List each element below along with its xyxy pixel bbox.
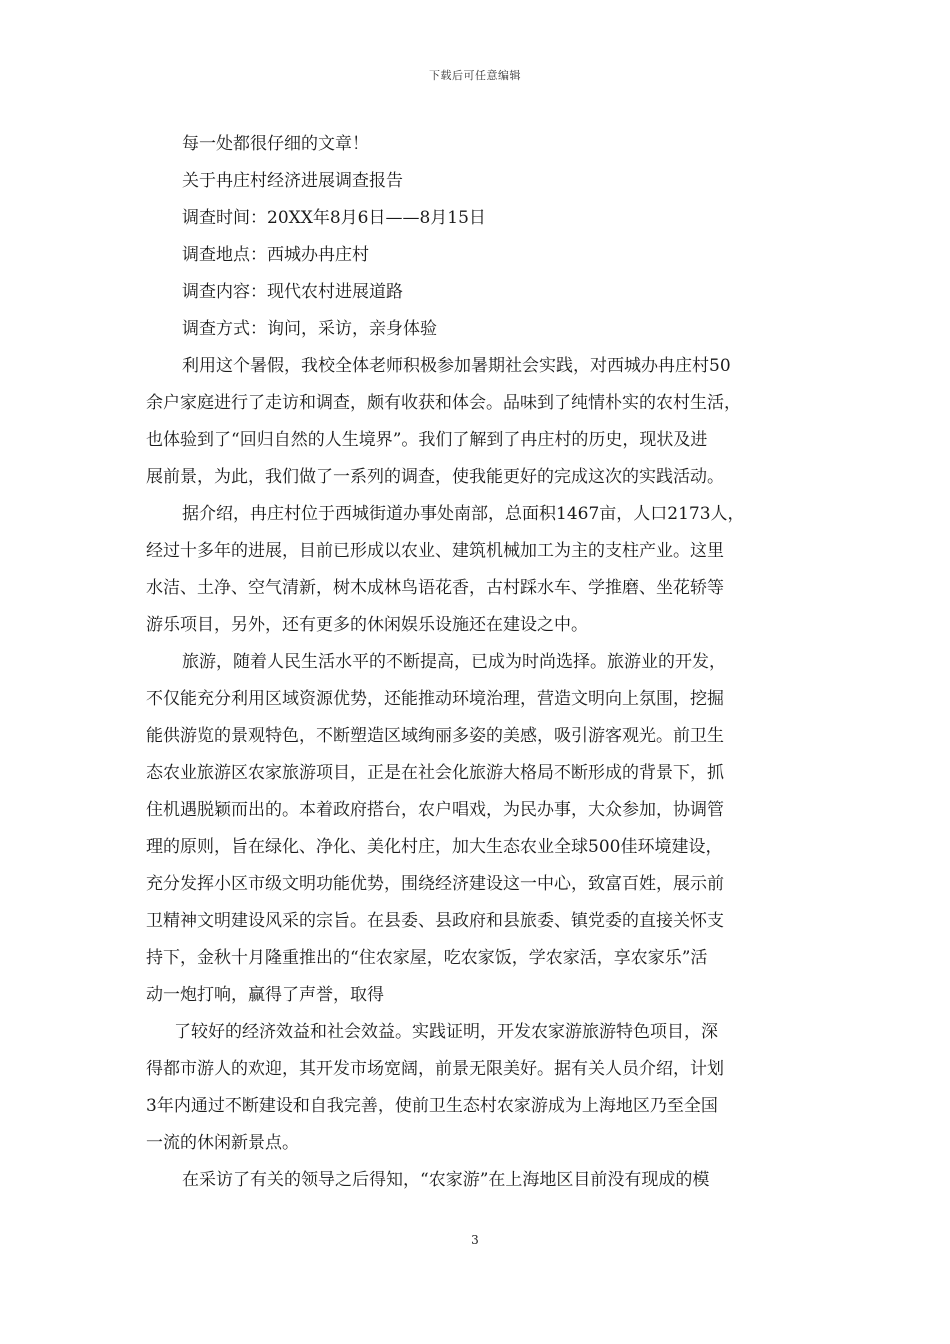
paragraph-line: 水洁、土净、空气清新，树木成林鸟语花香，古村踩水车、学推磨、坐花轿等 <box>146 578 724 598</box>
paragraph-line: 充分发挥小区市级文明功能优势，围绕经济建设这一中心，致富百姓，展示前 <box>146 874 724 894</box>
paragraph-line: 卫精神文明建设风采的宗旨。在县委、县政府和县旅委、镇党委的直接关怀支 <box>146 911 724 931</box>
paragraph-line: 也体验到了“回归自然的人生境界”。我们了解到了冉庄村的历史，现状及进 <box>146 430 708 450</box>
paragraph-line: 利用这个暑假，我校全体老师积极参加暑期社会实践，对西城办冉庄村50 <box>182 356 731 376</box>
survey-location: 调查地点：西城办冉庄村 <box>182 245 369 265</box>
survey-content: 调查内容：现代农村进展道路 <box>182 282 403 302</box>
paragraph-line: 在采访了有关的领导之后得知，“农家游”在上海地区目前没有现成的模 <box>182 1170 710 1190</box>
paragraph-line: 游乐项目，另外，还有更多的休闲娱乐设施还在建设之中。 <box>146 615 588 635</box>
paragraph-line: 能供游览的景观特色，不断塑造区域绚丽多姿的美感，吸引游客观光。前卫生 <box>146 726 724 746</box>
paragraph-line: 经过十多年的进展，目前已形成以农业、建筑机械加工为主的支柱产业。这里 <box>146 541 724 561</box>
paragraph-line: 了较好的经济效益和社会效益。实践证明，开发农家游旅游特色项目，深 <box>174 1022 718 1042</box>
paragraph-line: 据介绍，冉庄村位于西城街道办事处南部，总面积1467亩，人口2173人， <box>182 504 745 524</box>
page-number: 3 <box>471 1233 479 1247</box>
paragraph-line: 理的原则，旨在绿化、净化、美化村庄，加大生态农业全球500佳环境建设， <box>146 837 723 857</box>
paragraph-line: 3年内通过不断建设和自我完善，使前卫生态村农家游成为上海地区乃至全国 <box>146 1096 718 1116</box>
paragraph-line: 旅游，随着人民生活水平的不断提高，已成为时尚选择。旅游业的开发， <box>182 652 726 672</box>
paragraph-line: 余户家庭进行了走访和调查，颇有收获和体会。品味到了纯情朴实的农村生活， <box>146 393 741 413</box>
survey-time: 调查时间：20XX年8月6日——8月15日 <box>182 208 486 228</box>
paragraph-line: 展前景，为此，我们做了一系列的调查，使我能更好的完成这次的实践活动。 <box>146 467 724 487</box>
intro-line: 每一处都很仔细的文章！ <box>182 134 369 154</box>
document-body <box>146 126 820 1199</box>
paragraph-line: 不仅能充分利用区域资源优势，还能推动环境治理，营造文明向上氛围，挖掘 <box>146 689 724 709</box>
paragraph-line: 持下，金秋十月隆重推出的“住农家屋，吃农家饭，学农家活，享农家乐”活 <box>146 948 708 968</box>
paragraph-line: 得都市游人的欢迎，其开发市场宽阔，前景无限美好。据有关人员介绍，计划 <box>146 1059 724 1079</box>
paragraph-line: 动一炮打响，赢得了声誉，取得 <box>146 985 384 1005</box>
paragraph-line: 一流的休闲新景点。 <box>146 1133 299 1153</box>
paragraph-line: 住机遇脱颖而出的。本着政府搭台，农户唱戏，为民办事，大众参加，协调管 <box>146 800 724 820</box>
survey-method: 调查方式：询问，采访，亲身体验 <box>182 319 437 339</box>
report-title: 关于冉庄村经济进展调查报告 <box>182 171 403 191</box>
page-header: 下载后可任意编辑 <box>429 69 521 82</box>
paragraph-line: 态农业旅游区农家旅游项目，正是在社会化旅游大格局不断形成的背景下，抓 <box>146 763 724 783</box>
